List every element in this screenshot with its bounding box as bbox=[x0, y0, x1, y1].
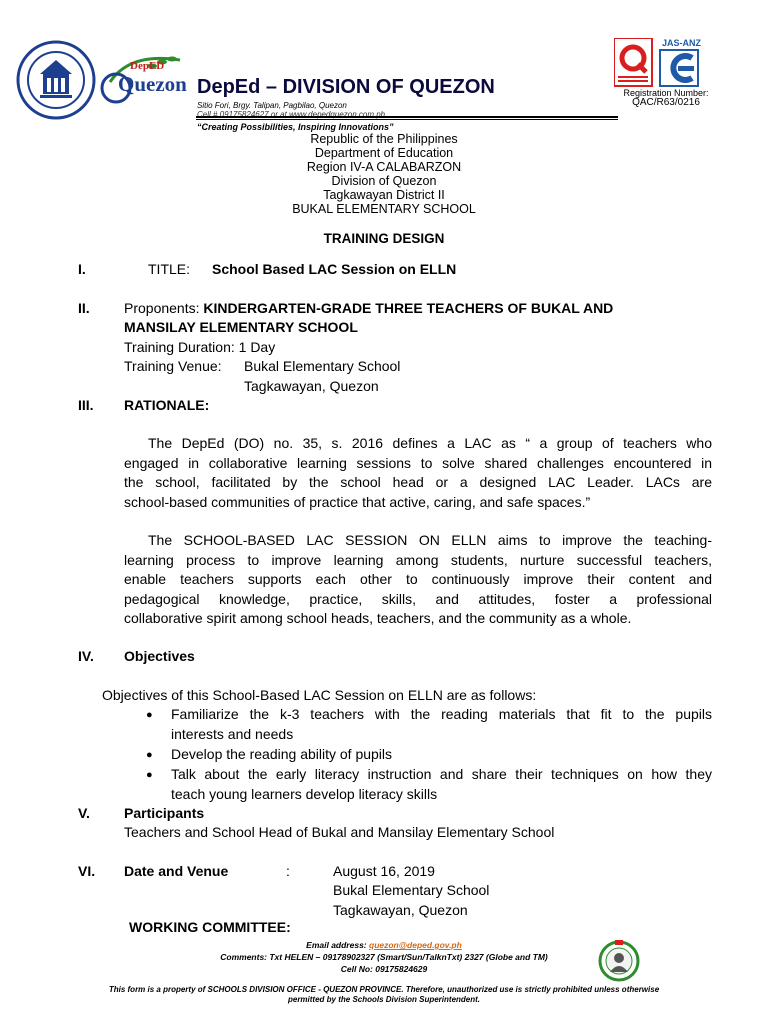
paragraph-line: enable teachers supports each other to continuously improve their content and bbox=[124, 571, 712, 587]
objectives-intro: Objectives of this School-Based LAC Session on ELLN are as follows: bbox=[102, 687, 537, 703]
paragraph-line: the school, facilitated by the school head or a designed LAC Leader. LACs are bbox=[124, 474, 712, 490]
division-contact: Cell # 09175824627 or at www.depedquezon.com.ph bbox=[197, 110, 386, 119]
registration-label: Registration Number: bbox=[623, 88, 709, 98]
section-number: IV. bbox=[78, 648, 94, 664]
bullet-icon: ● bbox=[146, 769, 153, 781]
participants-value: Teachers and School Head of Bukal and Mansilay Elementary School bbox=[124, 824, 555, 840]
objectives-heading: Objectives bbox=[124, 648, 195, 664]
paragraph-line: The DepEd (DO) no. 35, s. 2016 defines a LAC as “ a group of teachers who bbox=[148, 435, 712, 451]
footer-disclaimer-cont: permitted by the Schools Division Superintendent. bbox=[287, 995, 481, 1004]
footer-email-line bbox=[0, 940, 768, 951]
letterhead-line: Region IV-A CALABARZON bbox=[306, 160, 462, 174]
training-venue-line2: Tagkawayan, Quezon bbox=[244, 378, 379, 394]
email-link[interactable]: quezon@deped.gov.ph bbox=[369, 940, 462, 950]
section-number: VI. bbox=[78, 863, 96, 879]
division-address: Sitio Fori, Brgy. Talipan, Pagbilao, Quezon bbox=[197, 101, 347, 110]
jas-anz-label: JAS-ANZ bbox=[662, 38, 702, 48]
letterhead-line: Division of Quezon bbox=[331, 174, 437, 188]
section-number: III. bbox=[78, 397, 94, 413]
registration-number: QAC/R63/0216 bbox=[632, 97, 700, 108]
section-number: II. bbox=[78, 300, 90, 316]
objective-text-cont: teach young learners develop literacy skills bbox=[171, 785, 438, 802]
document-heading: TRAINING DESIGN bbox=[323, 231, 445, 246]
section-number: I. bbox=[78, 261, 86, 277]
section-number: V. bbox=[78, 805, 90, 821]
logo-quezon-text: Quezon bbox=[118, 72, 187, 96]
proponents-value: KINDERGARTEN-GRADE THREE TEACHERS OF BUKAL AND bbox=[203, 300, 614, 316]
header-rule-thin bbox=[196, 119, 618, 120]
proponents-label: Proponents: bbox=[124, 300, 204, 316]
footer-cell: Cell No: 09175824629 bbox=[340, 964, 428, 974]
letterhead-line: Republic of the Philippines bbox=[310, 132, 458, 146]
participants-heading: Participants bbox=[124, 805, 205, 821]
objective-item bbox=[171, 765, 712, 804]
deped-seal-logo bbox=[16, 40, 96, 120]
letterhead-line: Department of Education bbox=[314, 146, 454, 160]
email-label: Email address: bbox=[306, 940, 369, 950]
rationale-paragraph-2 bbox=[124, 531, 712, 629]
header-rule bbox=[196, 116, 618, 118]
training-duration: Training Duration: 1 Day bbox=[124, 339, 276, 355]
paragraph-line: school-based communities of practice that active, caring, and safe spaces.” bbox=[124, 493, 591, 510]
paragraph-line: pedagogical knowledge, practice, skills, and attitudes, foster a professional bbox=[124, 590, 712, 607]
objective-text: Familiarize the k-3 teachers with the reading materials that fit to the pupils bbox=[171, 706, 712, 722]
logo-deped-text: DepED bbox=[130, 60, 165, 72]
proponents-line bbox=[124, 299, 613, 319]
bullet-icon: ● bbox=[146, 749, 153, 761]
date-venue-colon: : bbox=[286, 863, 290, 879]
rationale-paragraph-1 bbox=[124, 434, 712, 512]
objective-text: Talk about the early literacy instruction and share their techniques on how they bbox=[171, 766, 712, 782]
letterhead-line: BUKAL ELEMENTARY SCHOOL bbox=[292, 202, 476, 216]
title-label: TITLE: bbox=[148, 261, 191, 277]
objective-item: Develop the reading ability of pupils bbox=[171, 746, 393, 762]
event-date: August 16, 2019 bbox=[333, 863, 435, 879]
division-motto: “Creating Possibilities, Inspiring Innovations” bbox=[197, 122, 394, 132]
training-venue-line1: Bukal Elementary School bbox=[244, 358, 401, 374]
paragraph-line: learning process to improve learning among students, nurture successful teachers, bbox=[124, 551, 712, 568]
bullet-icon: ● bbox=[146, 709, 153, 721]
paragraph-line: The SCHOOL-BASED LAC SESSION ON ELLN aims to improve the teaching- bbox=[148, 532, 712, 548]
registration-block bbox=[616, 88, 716, 108]
title-value: School Based LAC Session on ELLN bbox=[212, 261, 457, 277]
school-seal-logo bbox=[598, 940, 640, 982]
paragraph-line: collaborative spirit among school heads, teachers, and the community as a whole. bbox=[124, 610, 632, 626]
proponents-value-cont: MANSILAY ELEMENTARY SCHOOL bbox=[124, 319, 358, 335]
date-venue-heading: Date and Venue bbox=[124, 863, 229, 879]
objective-text-cont: interests and needs bbox=[171, 725, 294, 742]
division-title: DepEd – DIVISION OF QUEZON bbox=[197, 76, 495, 98]
training-venue-label: Training Venue: bbox=[124, 358, 222, 374]
objective-item bbox=[171, 705, 712, 744]
event-venue-line1: Bukal Elementary School bbox=[333, 882, 490, 898]
event-venue-line2: Tagkawayan, Quezon bbox=[333, 902, 468, 918]
letterhead-line: Tagkawayan District II bbox=[323, 188, 445, 202]
letterhead bbox=[0, 132, 768, 216]
rationale-heading: RATIONALE: bbox=[124, 397, 210, 413]
working-committee-heading: WORKING COMMITTEE: bbox=[129, 919, 291, 935]
footer-disclaimer: This form is a property of SCHOOLS DIVISION OFFICE - QUEZON PROVINCE. Therefore, unauthorized use is strictly prohibited unless otherwise bbox=[108, 985, 660, 994]
paragraph-line: engaged in collaborative learning sessions to solve shared challenges encountered in bbox=[124, 454, 712, 471]
footer-comments: Comments: Txt HELEN – 09178902327 (Smart/Sun/TalknTxt) 2327 (Globe and TM) bbox=[220, 952, 548, 962]
